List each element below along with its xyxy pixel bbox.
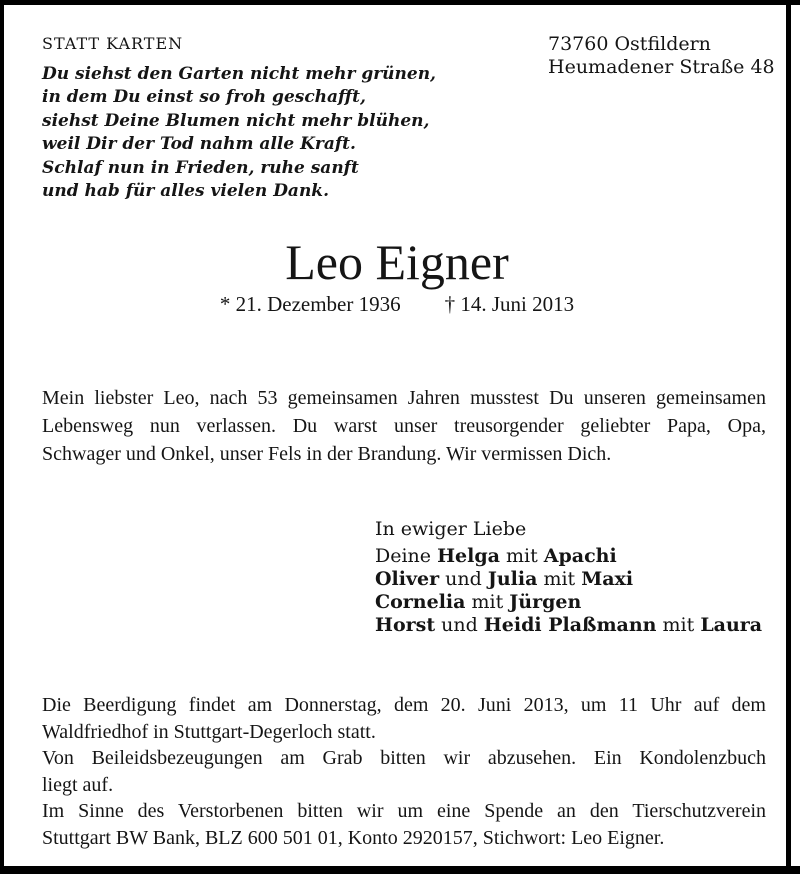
- family-member-name: Julia: [487, 568, 538, 590]
- poem-line: Du siehst den Garten nicht mehr grünen,: [42, 64, 436, 84]
- address-line: Heumadener Straße 48: [548, 56, 775, 78]
- family-member-name: Jürgen: [509, 591, 582, 613]
- family-connector-text: mit: [656, 614, 701, 636]
- funeral-details-paragraph: [42, 692, 766, 745]
- family-member-name: Helga: [437, 545, 500, 567]
- poem-line: siehst Deine Blumen nicht mehr blühen,: [42, 110, 430, 131]
- family-connector-text: und: [435, 614, 484, 636]
- family-line: [375, 614, 762, 637]
- condolence-paragraph: [42, 745, 766, 798]
- family-member-name: Heidi Plaßmann: [483, 614, 657, 636]
- announcement-line: Stuttgart BW Bank, BLZ 600 501 01, Konto 2920157, Stichwort: Leo Eigner.: [42, 826, 665, 849]
- frame-border-left: [0, 0, 4, 874]
- address-block: [548, 33, 775, 79]
- poem-line: und hab für alles vielen Dank.: [42, 181, 330, 202]
- family-member-name: Laura: [700, 614, 763, 636]
- address-line: 73760 Ostfildern: [548, 33, 711, 55]
- announcement-line: Die Beerdigung findet am Donnerstag, dem 20. Juni 2013, um 11 Uhr auf dem: [42, 694, 766, 716]
- birth-date: * 21. Dezember 1936: [219, 292, 401, 316]
- deceased-name: Leo Eigner: [285, 234, 509, 290]
- life-dates: [4, 291, 790, 317]
- poem-line: Schlaf nun in Frieden, ruhe sanft: [42, 157, 359, 178]
- pre-header: STATT KARTEN: [42, 34, 184, 53]
- announcement-line: Im Sinne des Verstorbenen bitten wir um eine Spende an den Tierschutzverein: [42, 800, 766, 822]
- announcement-line: Waldfriedhof in Stuttgart-Degerloch statt.: [42, 720, 376, 743]
- family-line: [375, 545, 762, 568]
- family-member-name: Cornelia: [375, 591, 466, 613]
- frame-border-top: [0, 0, 800, 5]
- family-member-name: Apachi: [543, 545, 617, 567]
- tribute-line: Schwager und Onkel, unser Fels in der Brandung. Wir vermissen Dich.: [42, 443, 612, 465]
- tribute-line: Lebensweg nun verlassen. Du warst unser treusorgender geliebter Papa, Opa,: [42, 415, 766, 437]
- family-connector-text: mit: [537, 568, 582, 590]
- family-list: [375, 545, 762, 637]
- frame-border-right: [786, 0, 791, 874]
- tribute-paragraph: [42, 384, 766, 468]
- family-member-name: Horst: [375, 614, 436, 636]
- frame-border-bottom: [0, 866, 800, 874]
- announcement-line: liegt auf.: [42, 773, 114, 796]
- family-member-name: Oliver: [375, 568, 440, 590]
- family-connector-text: mit: [499, 545, 544, 567]
- memorial-poem: [42, 63, 436, 203]
- family-connector-text: Deine: [375, 545, 438, 567]
- poem-line: weil Dir der Tod nahm alle Kraft.: [42, 134, 356, 155]
- closing-phrase: In ewiger Liebe: [375, 518, 527, 540]
- family-connector-text: mit: [465, 591, 510, 613]
- family-connector-text: und: [439, 568, 488, 590]
- announcement-line: Von Beileidsbezeugungen am Grab bitten wir abzusehen. Ein Kondolenzbuch: [42, 747, 766, 769]
- death-date: † 14. Juni 2013: [444, 292, 575, 316]
- family-member-name: Maxi: [581, 568, 634, 590]
- poem-line: in dem Du einst so froh geschafft,: [42, 87, 366, 108]
- family-line: [375, 591, 762, 614]
- tribute-line: Mein liebster Leo, nach 53 gemeinsamen Jahren musstest Du unseren gemeinsamen: [42, 387, 766, 409]
- donation-paragraph: [42, 798, 766, 851]
- funeral-announcements: [42, 692, 766, 851]
- family-line: [375, 568, 762, 591]
